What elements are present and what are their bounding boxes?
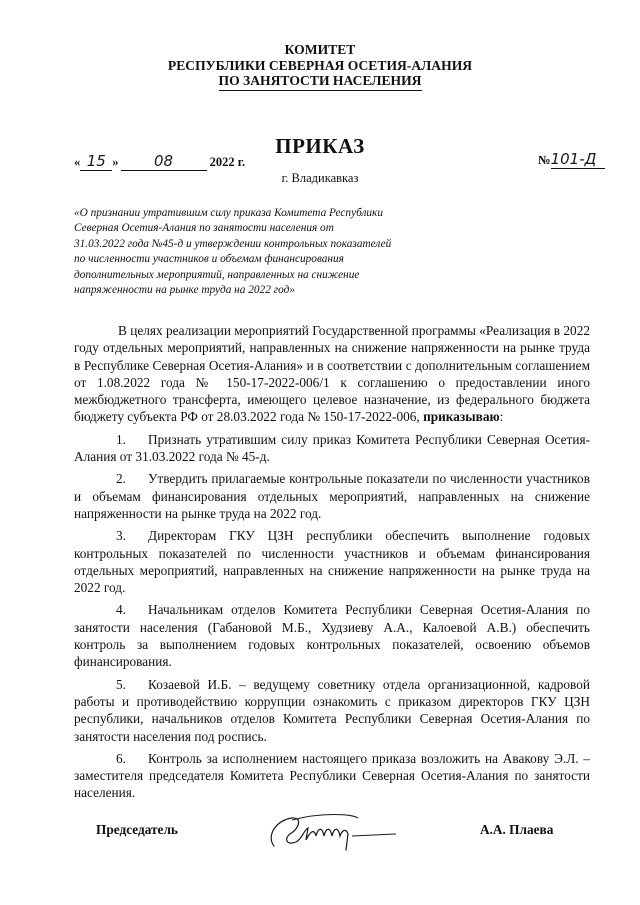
order-body bbox=[74, 322, 590, 807]
item-number: 3. bbox=[116, 528, 126, 544]
item-number: 1. bbox=[116, 431, 126, 447]
city-line: г. Владикавказ bbox=[281, 171, 359, 185]
item-number: 4. bbox=[116, 602, 126, 618]
order-item bbox=[74, 431, 590, 466]
order-item bbox=[74, 750, 590, 802]
item-text: Контроль за исполнением настоящего приказа возложить на Авакову Э.Л. – заместителя председателя Комитета Республики Северная Осетия-Алания по занятости населения. bbox=[74, 750, 590, 801]
document-header bbox=[0, 42, 640, 91]
header-line-3: ПО ЗАНЯТОСТИ НАСЕЛЕНИЯ bbox=[219, 73, 422, 91]
order-subject bbox=[74, 206, 494, 298]
subject-line: по численности участников и объемам финансирования bbox=[74, 253, 344, 266]
intro-text: В целях реализации мероприятий Государственной программы «Реализация в 2022 году отдельных мероприятий, направленных на снижение напряженности на рынке труда в Республике Северная Осетия-Алания» и в соответствии с дополнительным соглашением от 1.08.2022 года № 150-17-2022-006/1 к соглашению о предоставлении иного межбюджетного трансферта, имеющего целевое назначение, из федерального бюджета бюджету субъекта РФ от 28.03.2022 года № 150-17-2022-006, bbox=[74, 323, 590, 425]
date-day: 15 bbox=[86, 152, 106, 170]
order-number-prefix: № bbox=[538, 153, 551, 167]
order-item bbox=[74, 601, 590, 670]
item-text: Признать утратившим силу приказ Комитета Республики Северная Осетия-Алания от 31.03.2022 года № 45-д. bbox=[74, 431, 590, 465]
item-text: Утвердить прилагаемые контрольные показатели по численности участников и объемам финансирования отдельных мероприятий, направленных на снижение напряженности на рынке труда на 2022 год. bbox=[74, 471, 590, 521]
item-text: Козаевой И.Б. – ведущему советнику отдела организационной, кадровой работы и противодействию коррупции ознакомить с приказом директоров ГКУ ЦЗН республики, начальников отделов Комитета Республики Северная Осетия-Алания по занятости населения под роспись. bbox=[74, 676, 590, 744]
item-text: Директорам ГКУ ЦЗН республики обеспечить выполнение годовых контрольных показателей по численности участников и объемам финансирования отдельных мероприятий, направленных на снижение напряженности на рынке труда на 2022 год. bbox=[74, 528, 590, 596]
intro-paragraph bbox=[74, 322, 590, 426]
intro-directive: приказываю bbox=[423, 409, 500, 425]
order-number-value: 101-Д bbox=[550, 150, 597, 168]
signatory-name: А.А. Плаева bbox=[480, 822, 554, 837]
order-date bbox=[74, 152, 245, 171]
handwritten-signature bbox=[262, 806, 402, 856]
date-open-quote: « bbox=[74, 155, 81, 169]
signatory-role: Председатель bbox=[96, 822, 178, 837]
date-close-quote: » bbox=[112, 155, 119, 169]
order-item bbox=[74, 527, 590, 596]
item-number: 5. bbox=[116, 676, 126, 692]
item-text: Начальникам отделов Комитета Республики Северная Осетия-Алания по занятости населения (Габановой М.Б., Худзиеву А.А., Калоевой А.В.) обеспечить контроль за выполнением годовых контрольных показателей, освоению объемов финансирования. bbox=[74, 602, 590, 670]
order-item bbox=[74, 676, 590, 745]
subject-line: Северная Осетия-Алания по занятости населения от bbox=[74, 222, 334, 235]
item-number: 2. bbox=[116, 471, 126, 487]
subject-line: дополнительных мероприятий, направленных на снижение bbox=[74, 268, 360, 281]
header-line-1: КОМИТЕТ bbox=[284, 42, 356, 57]
date-month: 08 bbox=[153, 152, 174, 170]
subject-line: «О признании утратившим силу приказа Комитета Республики bbox=[74, 207, 383, 219]
subject-line: напряженности на рынке труда на 2022 год» bbox=[74, 284, 295, 297]
order-item bbox=[74, 470, 590, 522]
header-line-2: РЕСПУБЛИКИ СЕВЕРНАЯ ОСЕТИЯ-АЛАНИЯ bbox=[167, 57, 473, 73]
subject-line: 31.03.2022 года №45-д и утверждении контрольных показателей bbox=[74, 237, 392, 250]
document-title: ПРИКАЗ bbox=[275, 134, 365, 158]
intro-end: : bbox=[499, 409, 504, 425]
date-year: 2022 г. bbox=[209, 155, 246, 169]
item-number: 6. bbox=[116, 750, 126, 766]
order-number bbox=[538, 150, 605, 169]
